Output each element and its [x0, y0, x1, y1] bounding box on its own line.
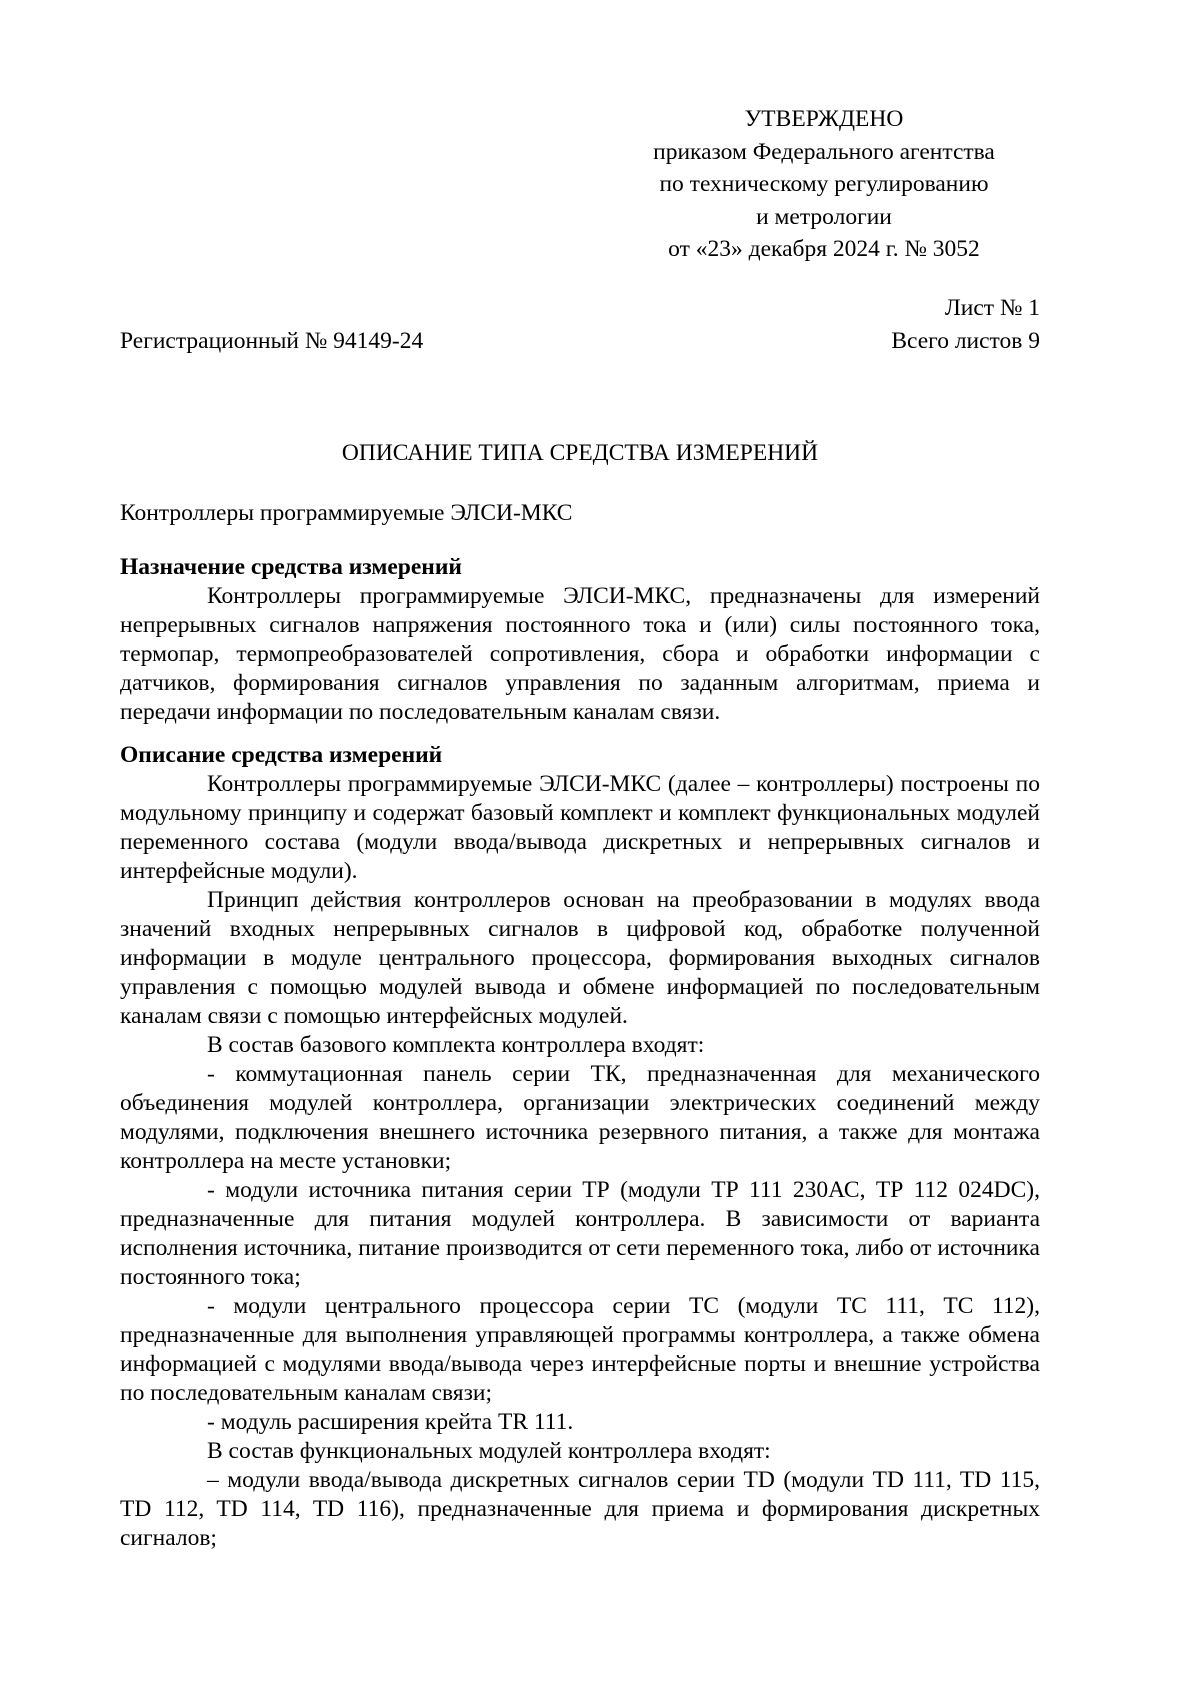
description-paragraph: - коммутационная панель серии ТК, предназначенная для механического объединения модулей контроллера, организации электрических соединений между модулями, подключения внешнего источника резервного питания, а также для монтажа контроллера на месте установки; — [120, 1061, 1040, 1174]
registration-number: Регистрационный № 94149-24 — [120, 328, 424, 354]
approval-line: УТВЕРЖДЕНО — [744, 106, 904, 132]
purpose-paragraph: Контроллеры программируемые ЭЛСИ-МКС, предназначены для измерений непрерывных сигналов напряжения постоянного тока и (или) силы постоянного тока, термопар, термопреобразователей сопротивления, сбора и обработки информации с датчиков, формирования сигналов управления по заданным алгоритмам, приема и передачи информации по последовательным каналам связи. — [120, 583, 1040, 725]
approval-stamp — [612, 103, 1036, 266]
description-paragraph: В состав базового комплекта контроллера входят: — [207, 1032, 705, 1058]
description-paragraph: – модули ввода/вывода дискретных сигналов серии TD (модули TD 111, TD 115, TD 112, TD 114, TD 116), предназначенные для приема и формирования дискретных сигналов; — [120, 1467, 1040, 1551]
description-paragraph: - модули центрального процессора серии ТС (модули ТС 111, ТС 112), предназначенные для выполнения управляющей программы контроллера, а также обмена информацией с модулями ввода/вывода через интерфейсные порты и внешние устройства по последовательным каналам связи; — [120, 1293, 1040, 1406]
instrument-name: Контроллеры программируемые ЭЛСИ-МКС — [120, 500, 573, 526]
total-sheets: Всего листов 9 — [891, 328, 1040, 354]
sheet-number: Лист № 1 — [944, 295, 1040, 321]
approval-line: приказом Федерального агентства — [653, 138, 995, 165]
approval-line: по техническому регулированию — [659, 171, 989, 197]
section-heading-description: Описание средства измерений — [120, 742, 443, 768]
registration-row — [120, 327, 1040, 356]
description-paragraph: - модули источника питания серии ТР (модули ТР 111 230АС, ТР 112 024DC), предназначенные для питания модулей контроллера. В зависимости от варианта исполнения источника, питание производится от сети переменного тока, либо от источника постоянного тока; — [120, 1177, 1040, 1290]
description-paragraph: Принцип действия контроллеров основан на преобразовании в модулях ввода значений входных непрерывных сигналов в цифровой код, обработке полученной информации в модуле центрального процессора, формирования выходных сигналов управления с помощью модулей вывода и обмене информацией по последовательным каналам связи с помощью интерфейсных модулей. — [120, 887, 1040, 1029]
section-heading-purpose: Назначение средства измерений — [120, 554, 462, 580]
description-paragraph: Контроллеры программируемые ЭЛСИ-МКС (далее – контроллеры) построены по модульному принципу и содержат базовый комплект и комплект функциональных модулей переменного состава (модули ввода/вывода дискретных и непрерывных сигналов и интерфейсные модули). — [120, 771, 1040, 884]
document-title: ОПИСАНИЕ ТИПА СРЕДСТВА ИЗМЕРЕНИЙ — [341, 440, 819, 466]
approval-line: и метрологии — [756, 203, 892, 230]
approval-line: от «23» декабря 2024 г. № 3052 — [668, 236, 980, 262]
description-paragraph: - модуль расширения крейта TR 111. — [207, 1409, 574, 1435]
description-paragraph: В состав функциональных модулей контроллера входят: — [207, 1438, 771, 1464]
